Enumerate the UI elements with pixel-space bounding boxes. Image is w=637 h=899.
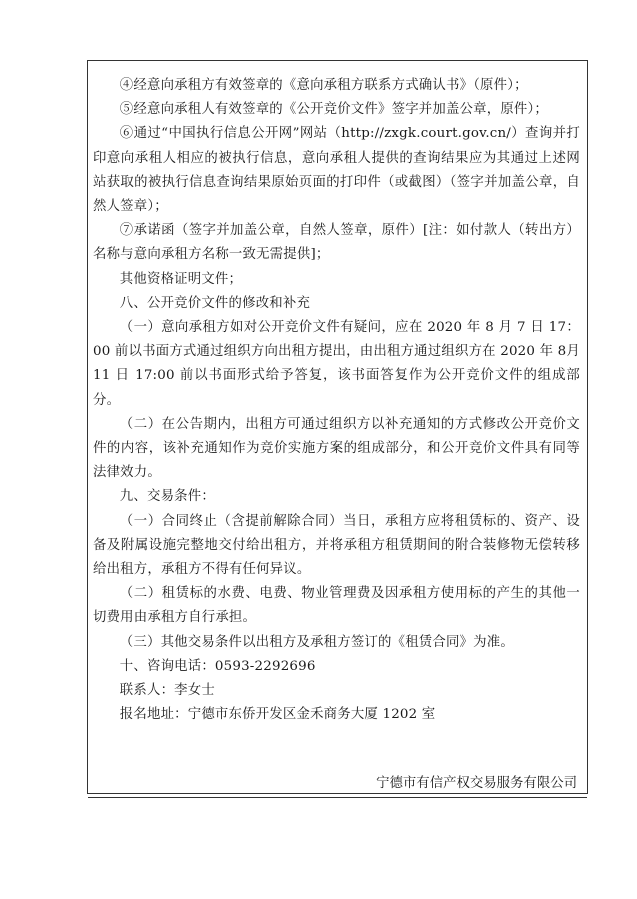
signature-divider xyxy=(88,797,587,798)
registration-address: 报名地址：宁德市东侨开发区金禾商务大厦 1202 室 xyxy=(119,707,436,723)
section-heading-8: 八、公开竞价文件的修改和补充 xyxy=(119,295,311,311)
signature-company: 宁德市有信产权交易服务有限公司 xyxy=(376,776,577,791)
contact-person: 联系人：李女士 xyxy=(119,683,215,699)
contact-phone: 十、咨询电话：0593-2292696 xyxy=(119,658,316,674)
document-body xyxy=(93,74,580,727)
paragraph-8-1: （一）意向承租方如对公开竞价文件有疑问，应在 2020 年 8 月 7 日 17：00 前以书面方式通过组织方向出租方提出，由出租方通过组织方在 2020 年 8月 11 日 17:00 前以书面形式给予答复，该书面答复作为公开竞价文件的组成部分。 xyxy=(93,320,580,408)
paragraph-item-4: ④经意向承租方有效签章的《意向承租方联系方式确认书》（原件）； xyxy=(119,78,528,93)
paragraph-9-1: （一）合同终止（含提前解除合同）当日，承租方应将租赁标的、资产、设备及附属设施完整地交付给出租方，并将承租方租赁期间的附合装修物无偿转移给出租方，承租方不得有任何异议。 xyxy=(93,513,580,578)
paragraph-item-5: ⑤经意向承租人有效签章的《公开竞价文件》签字并加盖公章，原件）； xyxy=(119,102,548,118)
paragraph-item-7: ⑦承诺函（签字并加盖公章，自然人签章，原件）[注：如付款人（转出方）名称与意向承租方名称一致无需提供]； xyxy=(93,223,580,263)
paragraph-9-2: （二）租赁标的水费、电费、物业管理费及因承租方使用标的产生的其他一切费用由承租方自行承担。 xyxy=(93,586,580,626)
paragraph-8-2: （二）在公告期内，出租方可通过组织方以补充通知的方式修改公开竞价文件的内容，该补充通知作为竞价实施方案的组成部分，和公开竞价文件具有同等法律效力。 xyxy=(93,416,580,481)
section-heading-9: 九、交易条件： xyxy=(119,489,215,505)
paragraph-9-3: （三）其他交易条件以出租方及承租方签订的《租赁合同》为准。 xyxy=(119,634,514,650)
paragraph-item-6: ⑥通过“中国执行信息公开网”网站（http://zxgk.court.gov.cn/）查询并打印意向承租人相应的被执行信息，意向承租人提供的查询结果应为其通过上述网站获取的被执行信息查询结果原始页面的打印件（或截图）（签字并加盖公章，自然人签章）； xyxy=(93,126,580,215)
paragraph-other-docs: 其他资格证明文件； xyxy=(119,271,243,287)
